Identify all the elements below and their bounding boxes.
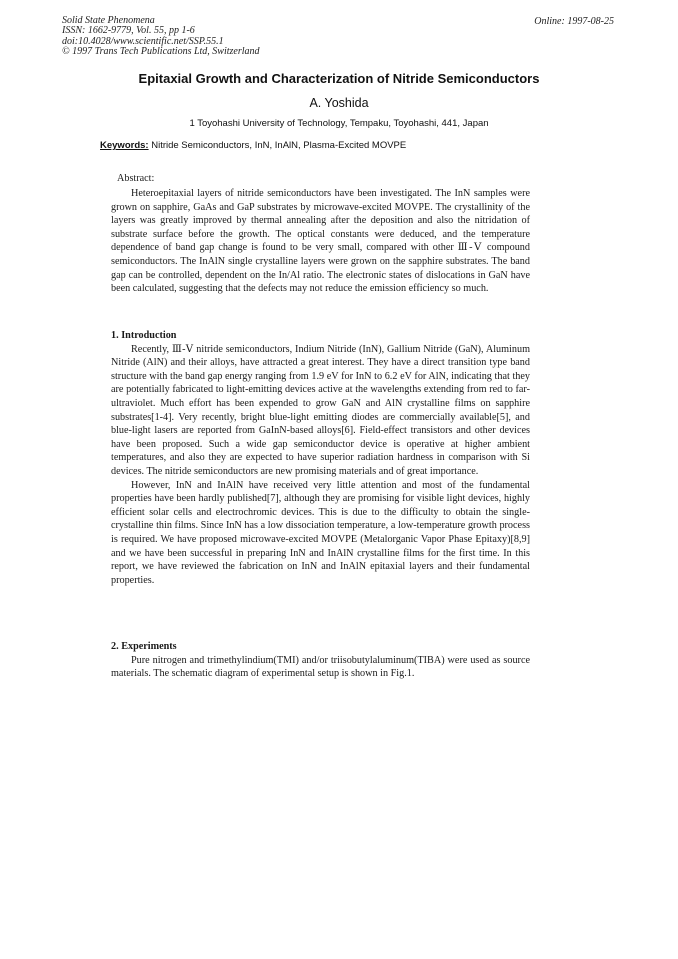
abstract-text: Heteroepitaxial layers of nitride semiconductors have been investigated. The InN samples were grown on sapphire, GaAs and GaP substrates by microwave-excited MOVPE. The crystallinity of the layers was greatly improved by thermal annealing after the deposition and also the nitridation of substrate surface before the growth. The optical constants were deduced, and the temperature dependence of band gap change is found to be very small, compared with other Ⅲ-Ⅴ compound semiconductors. The InAlN single crystalline layers were grown on the sapphire substrates. The band gap can be controlled, dependent on the In/Al ratio. The electronic states of dislocations in GaN have been calculated, suggesting that the defects may not reduce the emission efficiency so much. [111, 188, 530, 295]
paragraph: Recently, Ⅲ-Ⅴ nitride semiconductors, Indium Nitride (InN), Gallium Nitride (GaN), Aluminum Nitride (AlN) and their alloys, have attracted a great interest. They have a direct transition type band structure with the band gap energy ranging from 1.9 eV for InN to 6.2 eV for AlN, indicating that they are potentially fabricated to light-emitting devices active at the wavelengths extending from red to far-ultraviolet. Much effort has been expended to grow GaN and AlN crystalline films on sapphire substrates[1-4]. Very recently, bright blue-light emitting diodes are commercially available[5], and blue-light lasers are reported from GaInN-based alloys[6]. Field-effect transistors and other devices have been proposed. Such a wide gap semiconductor device is operative at higher ambient temperatures, and also they are expected to have superior radiation hardness in comparison with Si devices. The nitride semiconductors are new promising materials and of great importance. [111, 343, 530, 477]
introduction-section [111, 329, 530, 587]
experiments-section [111, 640, 530, 681]
paper-title: Epitaxial Growth and Characterization of Nitride Semiconductors [138, 71, 540, 86]
section-heading: 1. Introduction [111, 330, 177, 341]
copyright-line: © 1997 Trans Tech Publications Ltd, Switzerland [62, 46, 260, 58]
abstract-block [111, 187, 530, 296]
paragraph: Pure nitrogen and trimethylindium(TMI) and/or triisobutylaluminum(TIBA) were used as source materials. The schematic diagram of experimental setup is shown in Fig.1. [111, 654, 530, 680]
abstract-label: Abstract: [117, 173, 155, 184]
issn-line: ISSN: 1662-9779, Vol. 55, pp 1-6 [62, 25, 195, 37]
online-date: Online: 1997-08-25 [534, 16, 614, 27]
journal-name: Solid State Phenomena [62, 15, 155, 26]
keywords-text: Nitride Semiconductors, InN, InAlN, Plasma-Excited MOVPE [151, 140, 407, 151]
affiliation: 1 Toyohashi University of Technology, Tempaku, Toyohashi, 441, Japan [189, 118, 489, 129]
journal-header [62, 16, 260, 58]
doi-line: doi:10.4028/www.scientific.net/SSP.55.1 [62, 35, 224, 47]
paragraph: However, InN and InAlN have received very little attention and most of the fundamental properties have been hardly published[7], although they are promising for visible light devices, highly efficient solar cells and electrochromic devices. This is due to the difficulty to obtain the single-crystalline thin films. Since InN has a low dissociation temperature, a low-temperature growth process is required. We have proposed microwave-excited MOVPE (Metalorganic Vapor Phase Epitaxy)[8,9] and we have been successful in preparing InN and InAlN crystalline films for the first time. In this report, we have reviewed the fabrication on InN and InAlN epitaxial layers and their fundamental properties. [111, 479, 530, 586]
section-heading: 2. Experiments [111, 641, 177, 652]
author-name: A. Yoshida [309, 96, 369, 110]
keywords-line [100, 140, 406, 151]
keywords-label: Keywords: [100, 140, 149, 151]
